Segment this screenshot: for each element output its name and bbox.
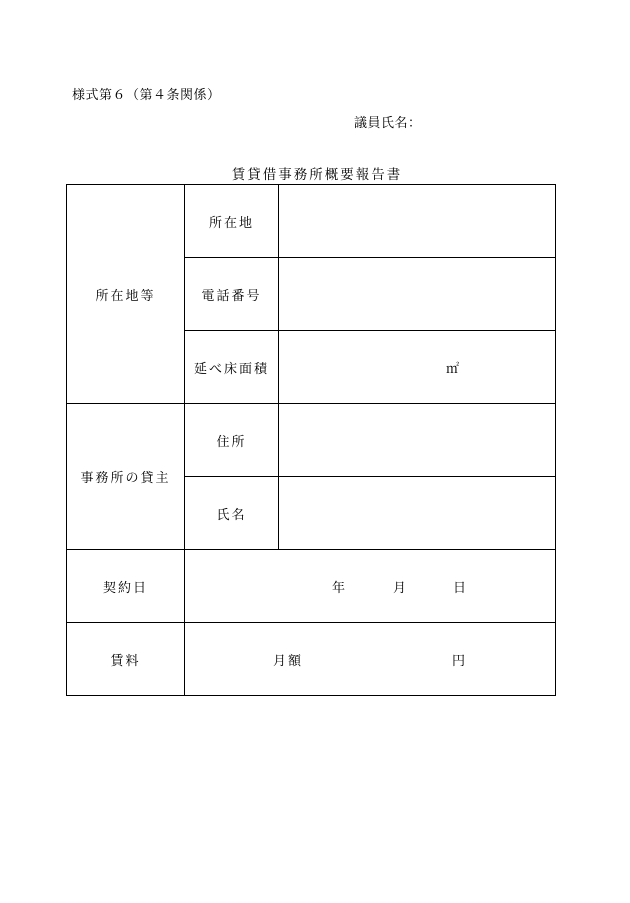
rent-label: 賃料 bbox=[67, 623, 185, 696]
floor-area-field[interactable] bbox=[279, 331, 556, 404]
lessor-group-label: 事務所の貸主 bbox=[67, 404, 185, 550]
table-row bbox=[67, 623, 556, 696]
floor-area-label: 延べ床面積 bbox=[185, 331, 279, 404]
contract-date-field[interactable] bbox=[185, 550, 556, 623]
lessor-address-label: 住所 bbox=[185, 404, 279, 477]
form-number: 様式第６（第４条関係） bbox=[72, 88, 221, 103]
monthly-amount-label: 月額 bbox=[273, 654, 304, 669]
rent-field[interactable] bbox=[185, 623, 556, 696]
month-unit: 月 bbox=[393, 581, 409, 596]
document-title: 賃貸借事務所概要報告書 bbox=[231, 167, 403, 183]
yen-unit: 円 bbox=[452, 654, 468, 669]
year-unit: 年 bbox=[332, 581, 348, 596]
square-meter-unit: ㎡ bbox=[446, 362, 460, 377]
phone-label: 電話番号 bbox=[185, 258, 279, 331]
phone-field[interactable] bbox=[279, 258, 556, 331]
table-row bbox=[67, 185, 556, 258]
location-group-label: 所在地等 bbox=[67, 185, 185, 404]
contract-date-label: 契約日 bbox=[67, 550, 185, 623]
report-table bbox=[66, 184, 556, 696]
address-label: 所在地 bbox=[185, 185, 279, 258]
member-name-label: 議員氏名： bbox=[354, 116, 422, 131]
lessor-address-field[interactable] bbox=[279, 404, 556, 477]
table-row bbox=[67, 404, 556, 477]
table-row bbox=[67, 550, 556, 623]
lessor-name-label: 氏名 bbox=[185, 477, 279, 550]
address-field[interactable] bbox=[279, 185, 556, 258]
lessor-name-field[interactable] bbox=[279, 477, 556, 550]
day-unit: 日 bbox=[453, 581, 469, 596]
